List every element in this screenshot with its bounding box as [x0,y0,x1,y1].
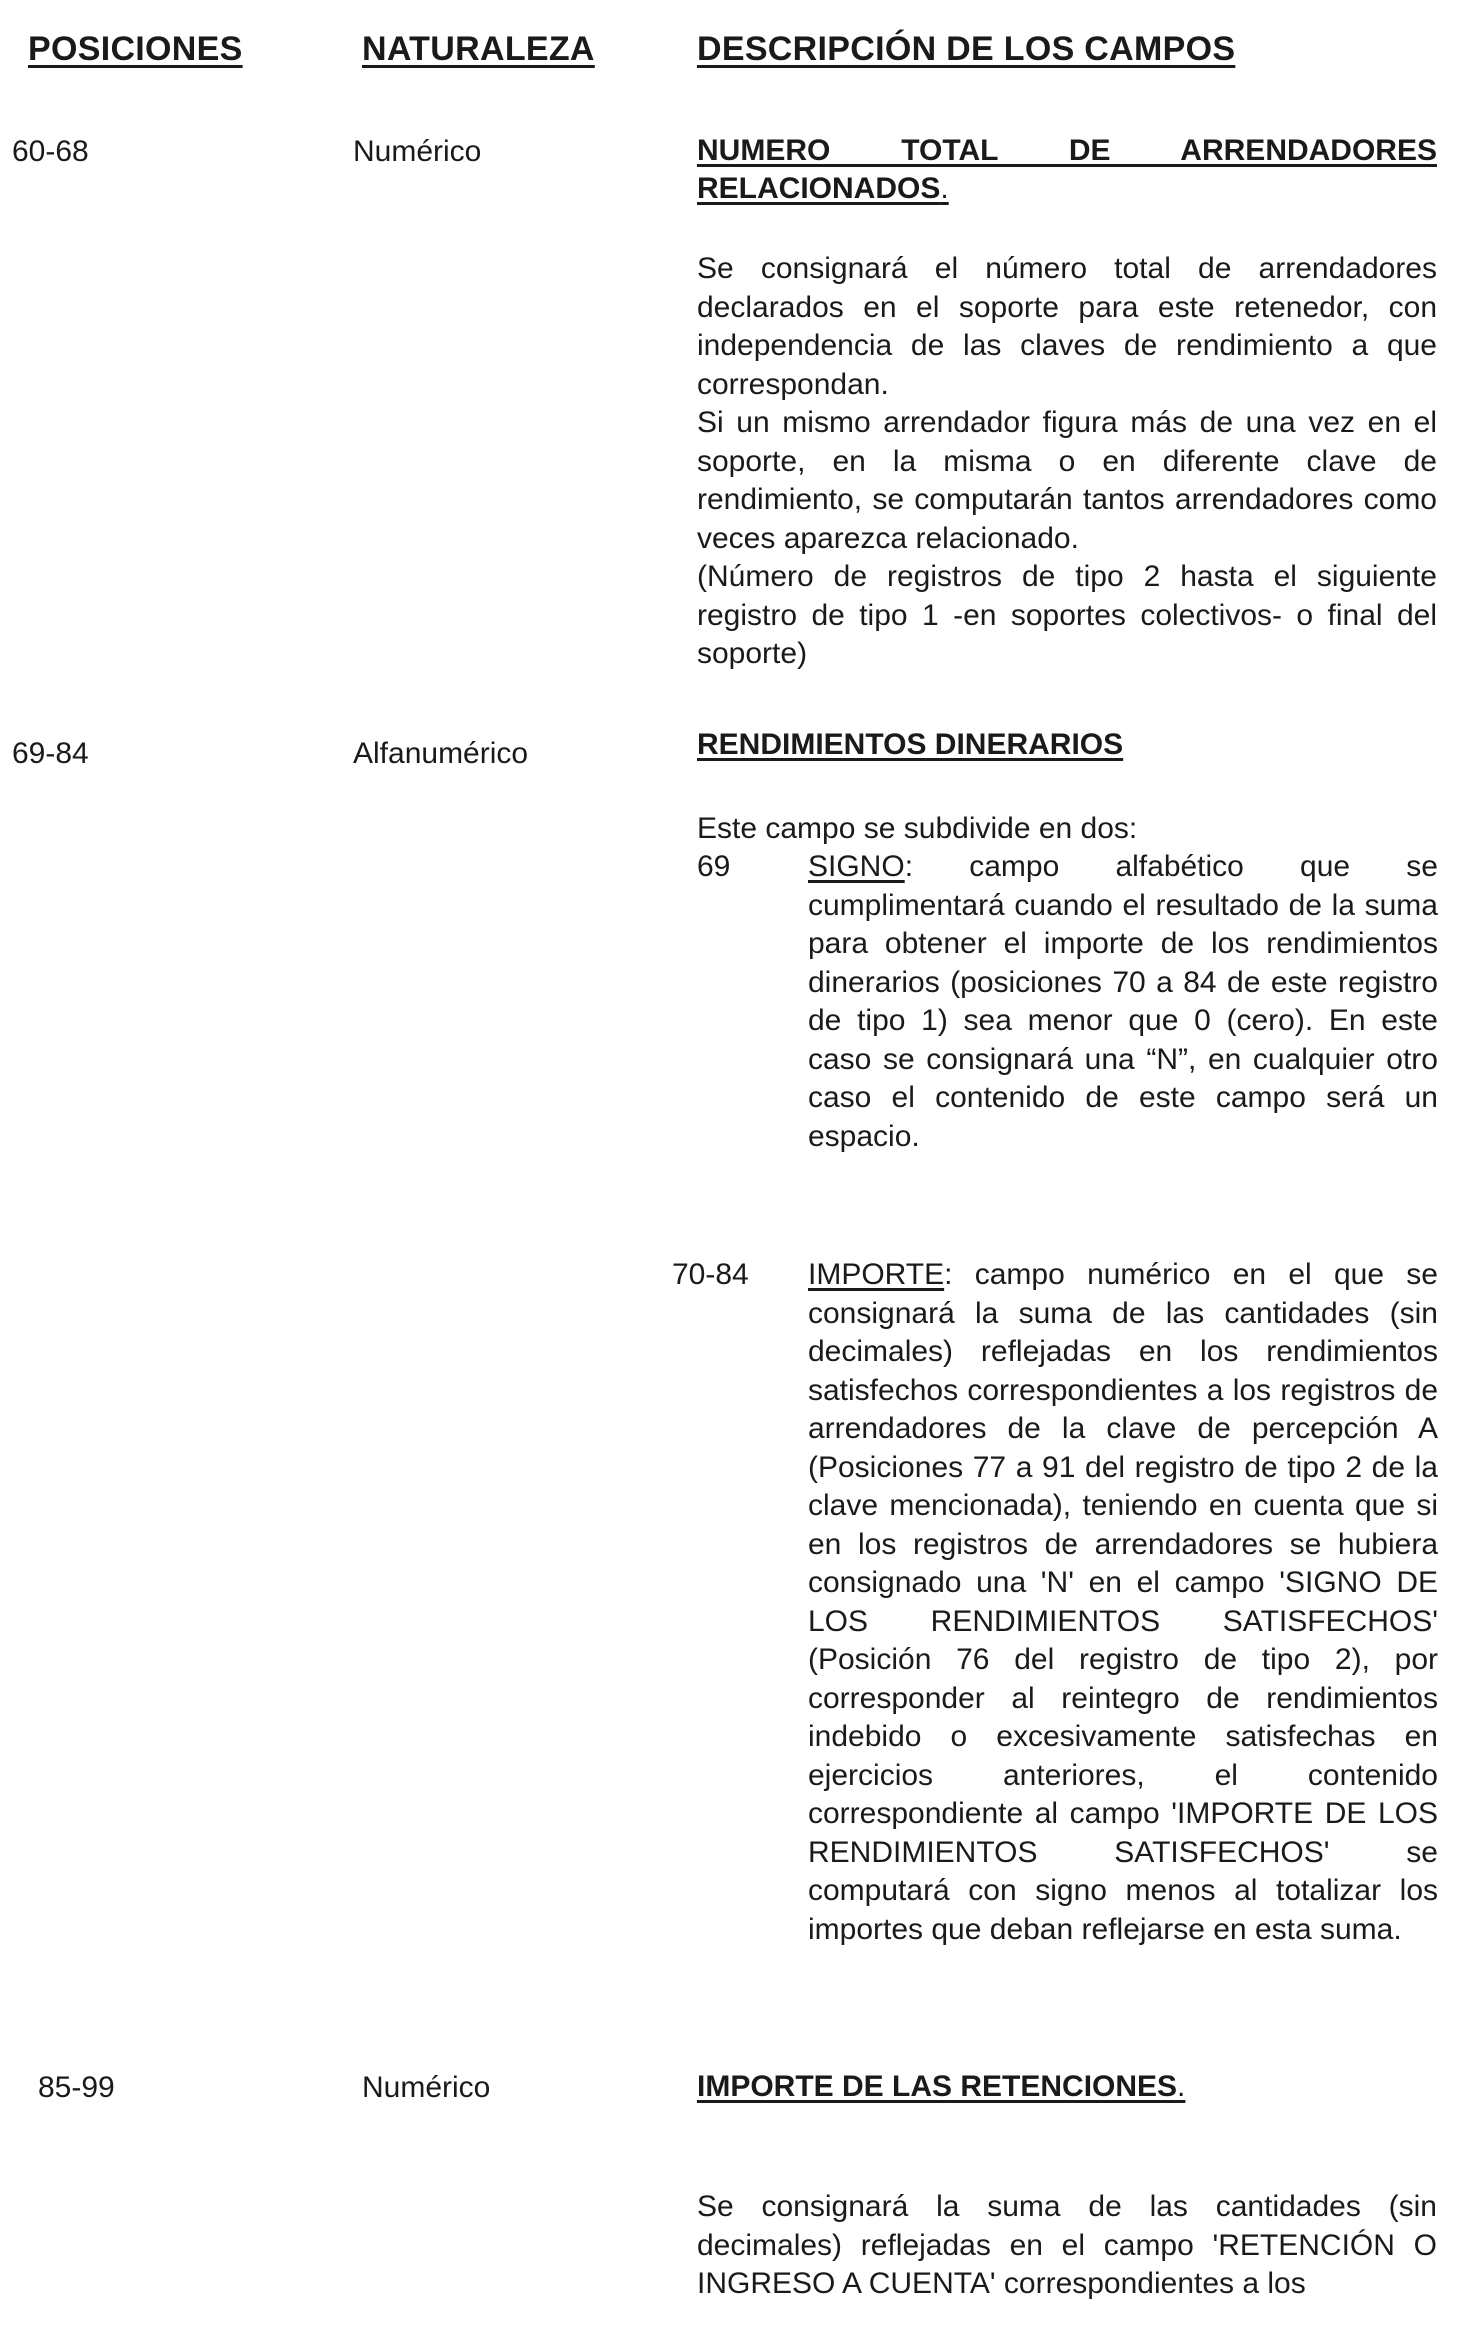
field-body [697,250,1437,674]
field-description [697,726,1437,764]
field-body [697,2188,1437,2304]
subfield-code: 70-84 [672,1258,749,1291]
subfield-body: IMPORTE: campo numérico en el que se consignará la suma de las cantidades (sin decimales) reflejadas en los rendimientos satisfechos correspondientes a los registros de arrendadores de la clave de percepción A (Posiciones 77 a 91 del registro de tipo 2 de la clave mencionada), teniendo en cuenta que si en los registros de arrendadores se hubiera consignado una 'N' en el campo 'SIGNO DE LOS RENDIMIENTOS SATISFECHOS' (Posición 76 del registro de tipo 2), por corresponder al reintegro de rendimientos indebido o excesivamente satisfechas en ejercicios anteriores, el contenido correspondiente al campo 'IMPORTE DE LOS RENDIMIENTOS SATISFECHOS' se computará con signo menos al totalizar los importes que deban reflejarse en esta suma. [808,1258,1438,1946]
subfield-code: 69 [697,850,731,883]
field-title: RENDIMIENTOS DINERARIOS [697,728,1124,761]
field-positions: 69-84 [12,737,89,770]
field-title: NUMERO TOTAL DE ARRENDADORES RELACIONADOS. [697,134,1437,205]
paragraph: (Número de registros de tipo 2 hasta el siguiente registro de tipo 1 -en soportes colectivos- o final del soporte) [697,560,1437,670]
field-nature: Numérico [353,135,482,168]
header-description: DESCRIPCIÓN DE LOS CAMPOS [697,30,1236,68]
field-description [697,2068,1437,2106]
field-title: IMPORTE DE LAS RETENCIONES. [697,2070,1186,2103]
field-nature: Numérico [362,2071,491,2104]
paragraph: Se consignará el número total de arrendadores declarados en el soporte para este retenedor, con independencia de las claves de rendimiento a que correspondan. [697,252,1437,401]
header-positions: POSICIONES [28,30,243,68]
field-description [697,132,1437,208]
subfield-name: IMPORTE [808,1258,945,1291]
subfield-body: SIGNO: campo alfabético que se cumplimentará cuando el resultado de la suma para obtener el importe de los rendimientos dinerarios (posiciones 70 a 84 de este registro de tipo 1) sea menor que 0 (cero). En este caso se consignará una “N”, en cualquier otro caso el contenido de este campo será un espacio. [808,850,1438,1153]
paragraph: Si un mismo arrendador figura más de una vez en el soporte, en la misma o en diferente clave de rendimiento, se computarán tantos arrendadores como veces aparezca relacionado. [697,406,1437,555]
field-positions: 85-99 [38,2071,115,2104]
field-positions: 60-68 [12,135,89,168]
header-nature: NATURALEZA [362,30,595,68]
subfield-name: SIGNO [808,850,905,883]
field-nature: Alfanumérico [353,737,529,770]
paragraph: Se consignará la suma de las cantidades (sin decimales) reflejadas en el campo 'RETENCIÓN O INGRESO A CUENTA' correspondientes a los [697,2190,1437,2300]
field-intro: Este campo se subdivide en dos: [697,812,1138,845]
